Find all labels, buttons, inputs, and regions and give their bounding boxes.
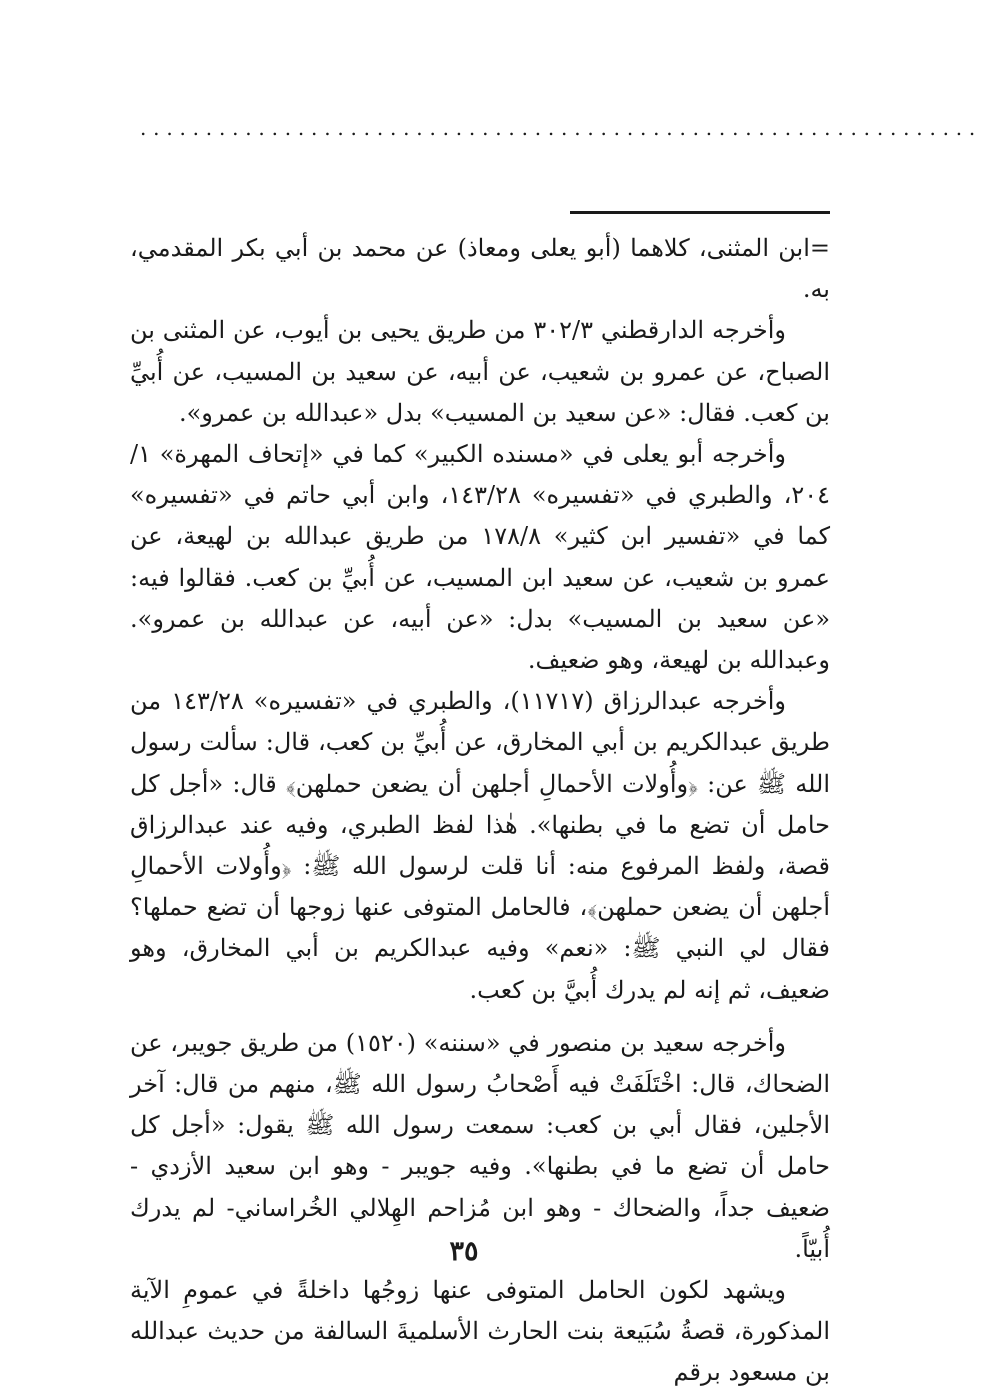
footnote-rule xyxy=(570,211,830,214)
footnote-body xyxy=(130,228,830,1394)
separator-dots: ................................................................ xyxy=(140,116,982,140)
footnote-paragraph-daraqutni: وأخرجه الدارقطني ٣٠٢/٣ من طريق يحيى بن أيوب، عن المثنى بن الصباح، عن عمرو بن شعيب، عن أبيه، عن سعيد بن المسيب، عن أُبيِّ بن كعب. فقال: «عن سعيد بن المسيب» بدل «عبدالله بن عمرو». xyxy=(130,316,830,427)
footnote-paragraph-continued: =ابن المثنى، كلاهما (أبو يعلى ومعاذ) عن محمد بن أبي بكر المقدمي، به. xyxy=(130,234,830,304)
page-number: ٣٥ xyxy=(449,1236,479,1267)
footnote-paragraph-witness: ويشهد لكون الحامل المتوفى عنها زوجُها داخلةً في عمومِ الآية المذكورة، قصةُ سُبَيعة بنت الحارث الأسلميةَ السالفة من حديث عبدالله بن مسعود برقم xyxy=(130,1276,830,1387)
footnote-paragraph-abu-yala: وأخرجه أبو يعلى في «مسنده الكبير» كما في «إتحاف المهرة» ١/ ٢٠٤، والطبري في «تفسيره» ١٤٣/٢٨، وابن أبي حاتم في «تفسيره» كما في «تفسير ابن كثير» ١٧٨/٨ من طريق عبدالله بن لهيعة، عن عمرو بن شعيب، عن سعيد ابن المسيب، عن أُبيِّ بن كعب. فقالوا فيه: «عن سعيد بن المسيب» بدل: «عن أبيه، عن عبدالله بن عمرو». وعبدالله بن لهيعة، وهو ضعيف. xyxy=(130,440,830,675)
footnote-paragraph-abdurrazzaq: وأخرجه عبدالرزاق (١١٧١٧)، والطبري في «تفسيره» ١٤٣/٢٨ من طريق عبدالكريم بن أبي المخارق، عن أُبيِّ بن كعب، قال: سألت رسول الله ﷺ عن: ﴿وأُولات الأحمالِ أجلهن أن يضعن حملهن﴾ قال: «أجل كل حامل أن تضع ما في بطنها». هٰذا لفظ الطبري، وفيه عند عبدالرزاق قصة، ولفظ المرفوع منه: أنا قلت لرسول الله ﷺ: ﴿وأُولات الأحمالِ أجلهن أن يضعن حملهن﴾، فالحامل المتوفى عنها زوجها أن تضع حملها؟ فقال لي النبي ﷺ: «نعم» وفيه عبدالكريم بن أبي المخارق، وهو ضعيف، ثم إنه لم يدرك أُبيَّ بن كعب. xyxy=(130,687,831,1004)
footnote-paragraph-said-ibn-mansur: وأخرجه سعيد بن منصور في «سننه» (١٥٢٠) من طريق جويبر، عن الضحاك، قال: اخْتَلَفَتْ فيه أَصْحابُ رسول الله ﷺ، منهم من قال: آخر الأجلين، فقال أبي بن كعب: سمعت رسول الله ﷺ يقول: «أجل كل حامل أن تضع ما في بطنها». وفيه جويبر - وهو ابن سعيد الأزدي - ضعيف جداً، والضحاك - وهو ابن مُزاحم الهِلالي الخُراساني- لم يدرك أُبيّاً. xyxy=(130,1028,830,1263)
